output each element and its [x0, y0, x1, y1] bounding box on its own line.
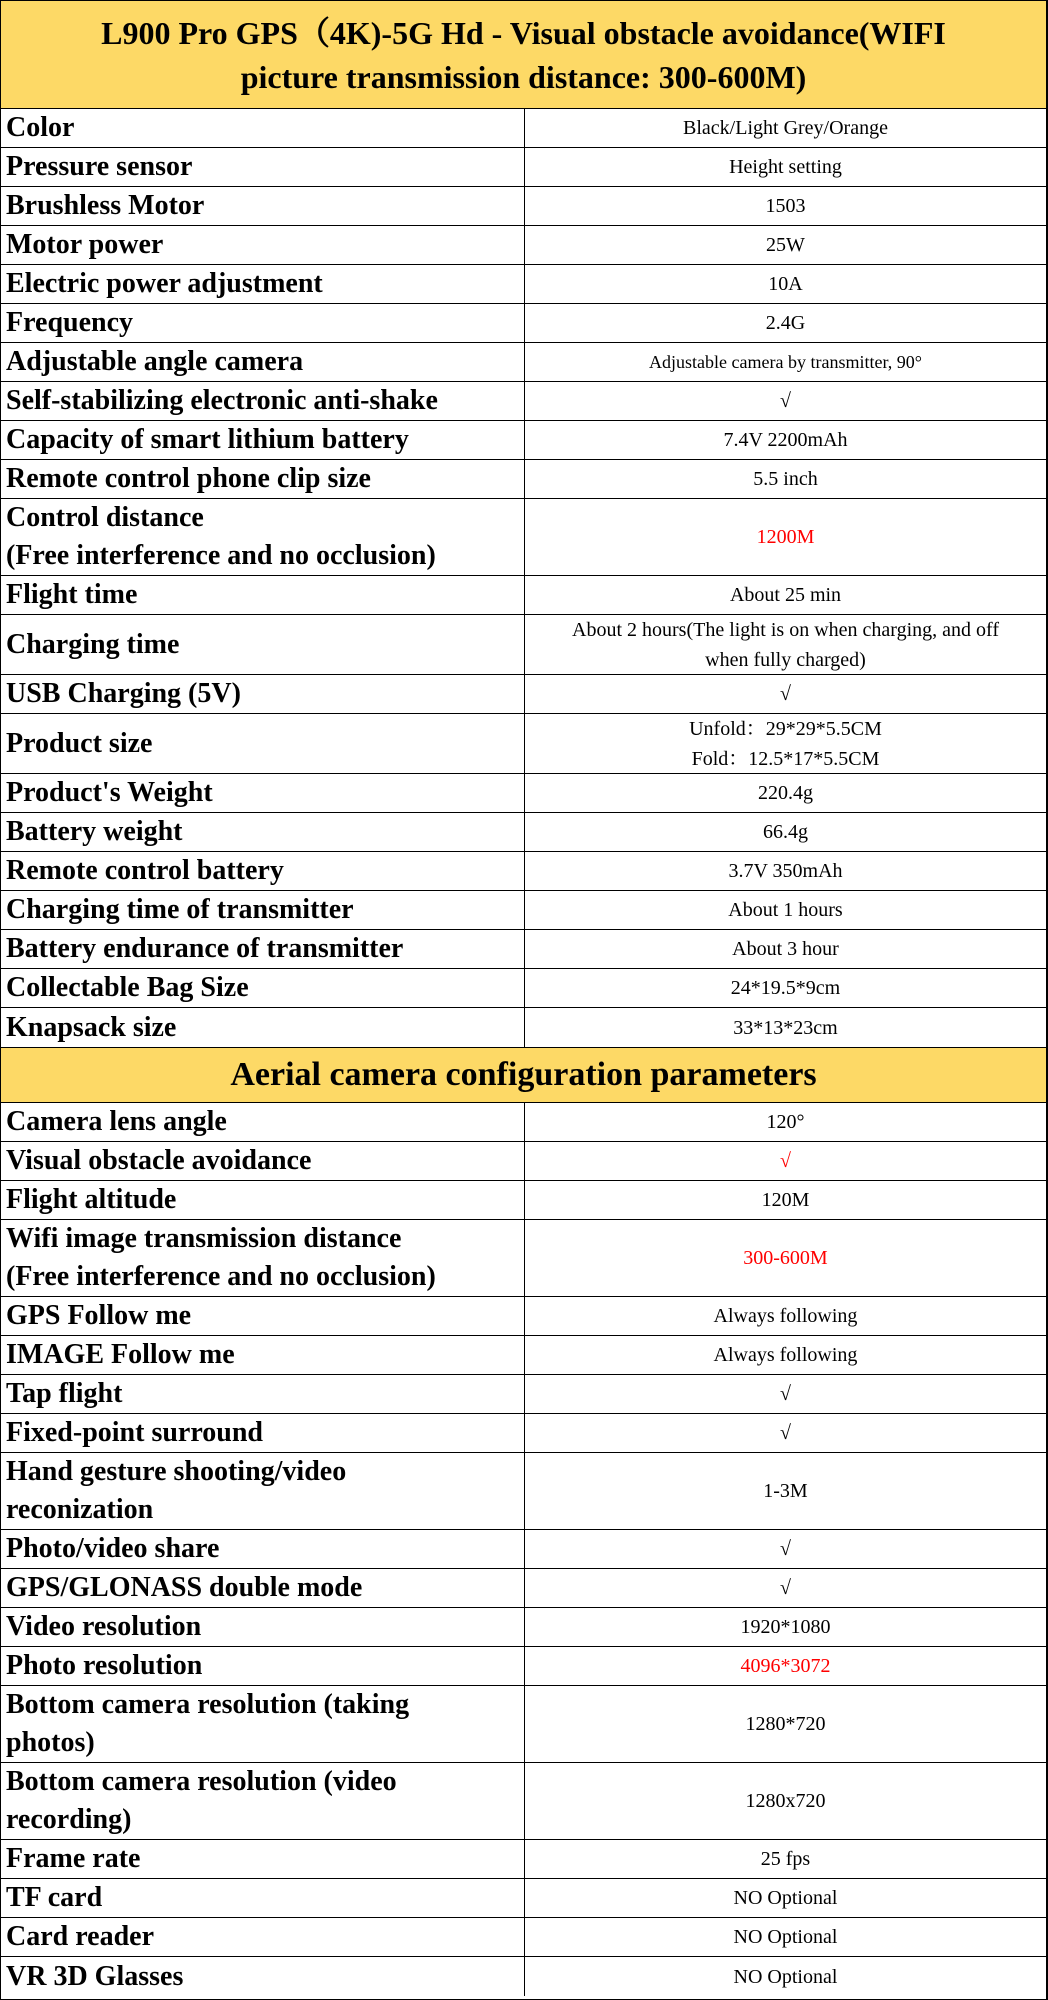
spec-label: Frequency: [1, 304, 525, 342]
camera-row-hand-gesture: [1, 1453, 1046, 1530]
spec-label: Adjustable angle camera: [1, 343, 525, 381]
spec-label-line-1: Bottom camera resolution (taking: [6, 1689, 410, 1720]
camera-row-wifi-distance: [1, 1220, 1046, 1297]
camera-section-title: Aerial camera configuration parameters: [1, 1047, 1046, 1103]
spec-value: 120M: [761, 1189, 810, 1211]
spec-label-line-1: Control distance: [6, 502, 204, 533]
camera-row-photo-resolution: [1, 1647, 1046, 1686]
spec-value: √: [780, 683, 791, 705]
spec-label: Color: [1, 109, 525, 147]
product-title-banner: [1, 1, 1046, 109]
spec-value: [525, 615, 1046, 674]
spec-label: [1, 1220, 525, 1296]
spec-row-product-size: [1, 714, 1046, 774]
spec-value: 1280*720: [745, 1713, 826, 1735]
spec-label: Photo resolution: [1, 1647, 525, 1685]
spec-value: 25 fps: [760, 1848, 811, 1870]
spec-label: Pressure sensor: [1, 148, 525, 186]
spec-value: Height setting: [729, 156, 842, 178]
spec-value: 1280x720: [745, 1790, 826, 1812]
spec-label: Flight time: [1, 576, 525, 614]
spec-label: Charging time: [1, 615, 525, 674]
spec-value: 120°: [766, 1111, 805, 1133]
camera-row-gps-glonass: [1, 1569, 1046, 1608]
spec-label: Collectable Bag Size: [1, 969, 525, 1007]
spec-label-line-2: recording): [6, 1804, 132, 1835]
spec-value: 1920*1080: [740, 1616, 831, 1638]
spec-label-line-1: Wifi image transmission distance: [6, 1223, 402, 1254]
camera-row-tap-flight: [1, 1375, 1046, 1414]
camera-row-vr-glasses: [1, 1957, 1046, 1996]
spec-label-line-1: Bottom camera resolution (video: [6, 1766, 397, 1797]
spec-label: Fixed-point surround: [1, 1414, 525, 1452]
spec-value: NO Optional: [733, 1887, 838, 1909]
spec-label: TF card: [1, 1879, 525, 1917]
spec-label-line-2: (Free interference and no occlusion): [6, 1261, 436, 1292]
spec-row-remote-battery: [1, 852, 1046, 891]
product-title: [101, 11, 946, 99]
spec-label: Tap flight: [1, 1375, 525, 1413]
spec-label: Battery endurance of transmitter: [1, 930, 525, 968]
spec-row-charging-time: [1, 615, 1046, 675]
camera-row-flight-altitude: [1, 1181, 1046, 1220]
spec-label-line-2: photos): [6, 1727, 95, 1758]
spec-value-highlight: 1200M: [756, 526, 815, 548]
spec-value: 10A: [768, 273, 803, 295]
spec-label: Flight altitude: [1, 1181, 525, 1219]
spec-label-line-2: (Free interference and no occlusion): [6, 540, 436, 571]
spec-value: √: [780, 390, 791, 412]
spec-row-flight-time: [1, 576, 1046, 615]
camera-row-fixed-point: [1, 1414, 1046, 1453]
spec-value-highlight: 4096*3072: [740, 1655, 831, 1677]
spec-label: Product's Weight: [1, 774, 525, 812]
camera-row-frame-rate: [1, 1840, 1046, 1879]
camera-row-photo-share: [1, 1530, 1046, 1569]
camera-row-obstacle-avoidance: [1, 1142, 1046, 1181]
spec-label: Video resolution: [1, 1608, 525, 1646]
spec-value-highlight: 300-600M: [743, 1247, 828, 1269]
spec-value: About 25 min: [729, 584, 842, 606]
spec-value-line-2: Fold：12.5*17*5.5CM: [691, 747, 880, 770]
camera-row-gps-follow: [1, 1297, 1046, 1336]
spec-value: √: [780, 1383, 791, 1405]
spec-label: GPS/GLONASS double mode: [1, 1569, 525, 1607]
spec-value: NO Optional: [733, 1965, 838, 1988]
spec-row-phone-clip: [1, 460, 1046, 499]
camera-row-tf-card: [1, 1879, 1046, 1918]
spec-value: 3.7V 350mAh: [728, 860, 843, 882]
spec-value: Always following: [713, 1344, 858, 1366]
spec-row-motor-power: [1, 226, 1046, 265]
spec-row-frequency: [1, 304, 1046, 343]
spec-value: √: [780, 1538, 791, 1560]
spec-value-line-2: when fully charged): [705, 648, 866, 671]
spec-value: 1-3M: [763, 1480, 808, 1502]
camera-row-bottom-video: [1, 1763, 1046, 1840]
spec-value-line-1: About 2 hours(The light is on when charging, and off: [572, 618, 999, 641]
spec-value-highlight: √: [780, 1150, 791, 1172]
spec-label: Battery weight: [1, 813, 525, 851]
spec-value: 66.4g: [763, 821, 808, 843]
spec-value: About 1 hours: [728, 899, 843, 921]
product-title-line-2: picture transmission distance: 300-600M): [240, 58, 807, 95]
general-specs-table: [1, 109, 1046, 1047]
spec-value: [525, 714, 1046, 773]
spec-row-pressure-sensor: [1, 148, 1046, 187]
spec-label: VR 3D Glasses: [1, 1957, 525, 1996]
spec-label: Self-stabilizing electronic anti-shake: [1, 382, 525, 420]
spec-label: [1, 1453, 525, 1529]
spec-label: Electric power adjustment: [1, 265, 525, 303]
camera-row-card-reader: [1, 1918, 1046, 1957]
spec-label: Motor power: [1, 226, 525, 264]
spec-row-knapsack-size: [1, 1008, 1046, 1047]
camera-row-lens-angle: [1, 1103, 1046, 1142]
spec-row-brushless-motor: [1, 187, 1046, 226]
spec-label: USB Charging (5V): [1, 675, 525, 713]
spec-label: Remote control battery: [1, 852, 525, 890]
spec-row-transmitter-charging: [1, 891, 1046, 930]
camera-row-image-follow: [1, 1336, 1046, 1375]
spec-label: [1, 499, 525, 575]
spec-label: Brushless Motor: [1, 187, 525, 225]
spec-value: 2.4G: [765, 312, 806, 334]
spec-label: Knapsack size: [1, 1008, 525, 1047]
spec-label: Camera lens angle: [1, 1103, 525, 1141]
spec-row-product-weight: [1, 774, 1046, 813]
spec-label: Remote control phone clip size: [1, 460, 525, 498]
spec-row-transmitter-endurance: [1, 930, 1046, 969]
spec-value: 7.4V 2200mAh: [723, 429, 848, 451]
camera-specs-table: [1, 1103, 1046, 1996]
spec-row-electric-power: [1, 265, 1046, 304]
spec-label: Charging time of transmitter: [1, 891, 525, 929]
spec-value-line-1: Unfold：29*29*5.5CM: [689, 717, 882, 740]
spec-row-battery-weight: [1, 813, 1046, 852]
spec-value: 5.5 inch: [753, 468, 818, 490]
spec-label-line-1: Hand gesture shooting/video: [6, 1456, 347, 1487]
spec-value: √: [780, 1577, 791, 1599]
spec-value: About 3 hour: [732, 938, 839, 960]
spec-row-battery-capacity: [1, 421, 1046, 460]
spec-value: Black/Light Grey/Orange: [683, 117, 888, 139]
spec-label: IMAGE Follow me: [1, 1336, 525, 1374]
spec-row-color: [1, 109, 1046, 148]
spec-value: 25W: [766, 234, 805, 256]
camera-row-video-resolution: [1, 1608, 1046, 1647]
spec-value: 24*19.5*9cm: [730, 977, 841, 999]
spec-value: NO Optional: [733, 1926, 838, 1948]
spec-row-bag-size: [1, 969, 1046, 1008]
spec-value: Adjustable camera by transmitter, 90°: [649, 352, 922, 372]
spec-label: Frame rate: [1, 1840, 525, 1878]
spec-value: 1503: [765, 195, 806, 217]
spec-label: Visual obstacle avoidance: [1, 1142, 525, 1180]
camera-row-bottom-photo: [1, 1686, 1046, 1763]
spec-label: [1, 1686, 525, 1762]
spec-value: Always following: [713, 1305, 858, 1327]
spec-label: Card reader: [1, 1918, 525, 1956]
spec-label: Photo/video share: [1, 1530, 525, 1568]
spec-row-usb-charging: [1, 675, 1046, 714]
spec-label: GPS Follow me: [1, 1297, 525, 1335]
spec-row-adjustable-camera: [1, 343, 1046, 382]
spec-row-control-distance: [1, 499, 1046, 576]
spec-value: √: [780, 1422, 791, 1444]
spec-label: [1, 1763, 525, 1839]
spec-label: Product size: [1, 714, 525, 773]
product-title-line-1: L900 Pro GPS（4K)-5G Hd - Visual obstacle avoidance(WIFI: [101, 14, 946, 51]
spec-label-line-2: reconization: [6, 1494, 154, 1525]
spec-label: Capacity of smart lithium battery: [1, 421, 525, 459]
spec-value: 33*13*23cm: [733, 1016, 838, 1039]
spec-value: 220.4g: [758, 782, 813, 804]
spec-row-anti-shake: [1, 382, 1046, 421]
